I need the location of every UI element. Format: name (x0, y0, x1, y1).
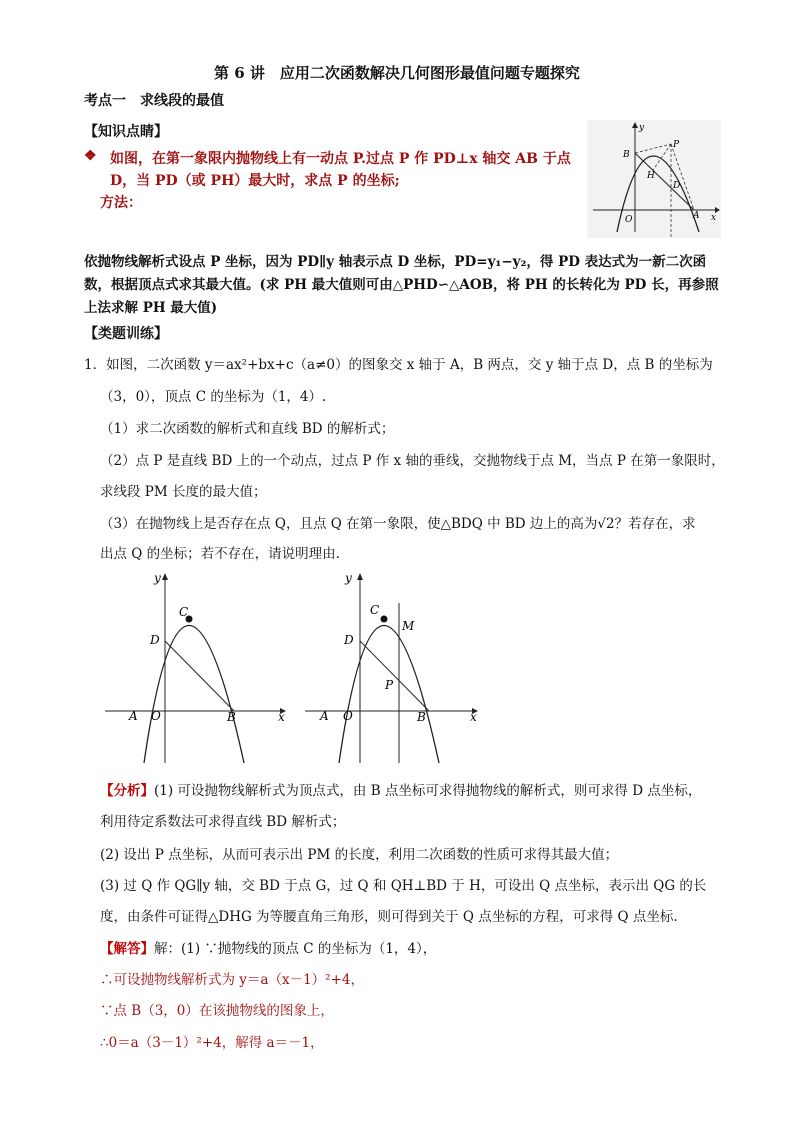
fig-top-label-h: H (647, 171, 655, 181)
fig-top-label-b: B (623, 150, 630, 160)
bullet-icon: ❖ (84, 148, 97, 164)
fig1-label-x: x (278, 710, 285, 724)
analysis-line-5: 度，由条件可证得△DHG 为等腰直角三角形，则可得到关于 Q 点坐标的方程，可求得 Q 点坐标. (100, 909, 678, 925)
analysis-line-2: 利用待定系数法可求得直线 BD 解析式； (100, 814, 346, 830)
fig2-label-p: P (385, 678, 394, 692)
solution-line-3: ∵点 B（3，0）在该抛物线的图象上， (100, 1003, 334, 1019)
knowledge-header: 【知识点睛】 (84, 124, 168, 140)
fig2-label-a: A (320, 709, 329, 723)
fig2-label-x: x (470, 710, 477, 724)
q1-part-1: （1）求二次函数的解析式和直线 BD 的解析式； (100, 421, 395, 437)
fig-top-label-d: D (673, 181, 681, 191)
solution-line-4: ∴0＝a（3－1）²+4，解得 a＝－1， (100, 1035, 324, 1051)
method-line-1: 依抛物线解析式设点 P 坐标，因为 PD∥y 轴表示点 D 坐标，PD=y₁−y₂，得 PD 表达式为一新二次函 (84, 254, 707, 270)
q1-line-2: （3，0），顶点 C 的坐标为（1，4）. (100, 389, 327, 405)
fig1-label-o: O (151, 709, 161, 723)
fig2-label-m: M (402, 619, 415, 633)
fig2-label-b: B (417, 710, 426, 724)
analysis-line-3: (2) 设出 P 点坐标，从而可表示出 PM 的长度，利用二次函数的性质可求得其最大值； (100, 847, 619, 863)
fig1-label-a: A (129, 709, 138, 723)
analysis-label: 【分析】 (100, 783, 154, 799)
bullet-line-1: 如图，在第一象限内抛物线上有一动点 P.过点 P 作 PD⊥x 轴交 AB 于点 (110, 151, 571, 167)
section-heading: 考点一 求线段的最值 (84, 93, 224, 109)
fig-top-label-p: P (673, 140, 680, 150)
solution-line-1 (100, 937, 436, 957)
q1-part-2-line-1: （2）点 P 是直线 BD 上的一个动点，过点 P 作 x 轴的垂线，交抛物线于点 M，当点 P 在第一象限时， (100, 453, 725, 469)
fig2-label-c: C (370, 603, 380, 617)
q1-part-3-line-2: 出点 Q 的坐标；若不存在，请说明理由. (100, 546, 340, 562)
fig1-label-c: C (179, 605, 189, 619)
fig-top-label-o: O (625, 215, 633, 225)
solution-label: 【解答】 (100, 941, 154, 957)
fig-top-label-x: x (711, 213, 717, 223)
analysis-line-4: (3) 过 Q 作 QG∥y 轴，交 BD 于点 G，过 Q 和 QH⊥BD 于 H，可设出 Q 点坐标，表示出 QG 的长 (100, 878, 707, 894)
analysis-text-1: (1) 可设抛物线解析式为顶点式，由 B 点坐标可求得抛物线的解析式，则可求得 D 点坐标， (154, 783, 702, 799)
knowledge-figure (587, 120, 721, 238)
q1-part-2-line-2: 求线段 PM 长度的最大值； (100, 484, 267, 500)
method-line-2: 数，根据顶点式求其最大值。(求 PH 最大值则可由△PHD∽△AOB，将 PH 的长转化为 PD 长，再参照 (84, 277, 719, 293)
method-line-3: 上法求解 PH 最大值) (84, 300, 218, 316)
fig1-label-d: D (150, 633, 160, 647)
fig1-label-b: B (227, 710, 236, 724)
q1-line-1: 1．如图，二次函数 y＝ax²+bx+c（a≠0）的图象交 x 轴于 A，B 两点，交 y 轴于点 D，点 B 的坐标为 (84, 357, 713, 373)
fig-top-label-a: A (693, 211, 700, 221)
fig2-label-d: D (344, 633, 354, 647)
analysis-line-1 (100, 779, 701, 799)
figure-2 (300, 568, 485, 768)
q1-part-3-line-1: （3）在抛物线上是否存在点 Q，且点 Q 在第一象限，使△BDQ 中 BD 边上的高为√2？若存在，求 (100, 516, 696, 532)
fig-top-label-y: y (639, 123, 645, 133)
fig1-label-y: y (154, 571, 161, 585)
method-label: 方法： (100, 195, 142, 211)
solution-line-2: ∴可设抛物线解析式为 y＝a（x－1）²+4， (100, 972, 364, 988)
fig2-label-o: O (343, 709, 353, 723)
training-header: 【类题训练】 (84, 326, 168, 342)
solution-text-1: 解：(1) ∵抛物线的顶点 C 的坐标为（1，4）， (154, 941, 437, 957)
figure-1 (100, 568, 295, 768)
fig2-label-y: y (345, 571, 352, 585)
bullet-line-2: D，当 PD（或 PH）最大时，求点 P 的坐标; (110, 173, 400, 189)
page-title: 第 6 讲 应用二次函数解决几何图形最值问题专题探究 (214, 64, 580, 82)
